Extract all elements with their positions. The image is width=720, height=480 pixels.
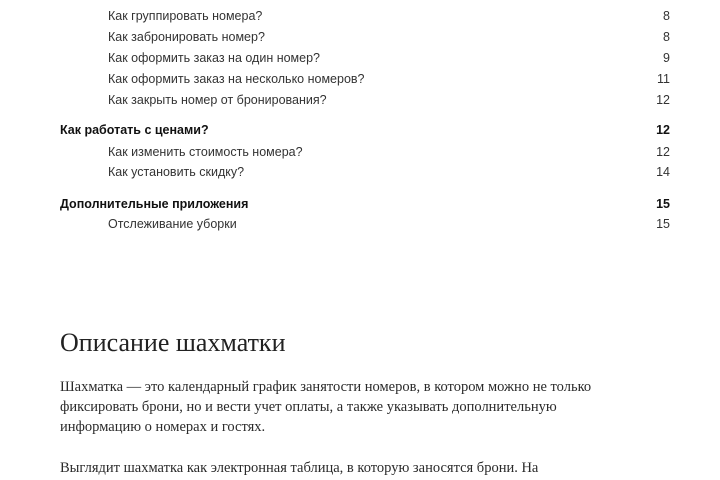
paragraph-line: фиксировать брони, но и вести учет оплаты, а также указывать дополнительную <box>60 399 557 415</box>
paragraph-line: Выглядит шахматка как электронная таблица, в которую заносятся брони. На <box>60 460 539 476</box>
body-paragraph <box>60 458 680 478</box>
toc-entry-label: Как забронировать номер? <box>108 30 265 44</box>
section-heading: Описание шахматки <box>60 328 286 357</box>
toc-entry-page: 14 <box>656 165 670 179</box>
paragraph-line: информацию о номерах и гостях. <box>60 419 266 435</box>
toc-section[interactable] <box>60 194 670 214</box>
body-paragraph <box>60 377 680 437</box>
toc-entry-label: Как оформить заказ на один номер? <box>108 51 321 65</box>
toc-section[interactable] <box>60 120 670 140</box>
toc-entry[interactable] <box>108 162 670 182</box>
toc-entry-page: 12 <box>656 93 670 107</box>
toc-section-label: Как работать с ценами? <box>60 123 209 137</box>
paragraph-line: Шахматка — это календарный график занятости номеров, в котором можно не только <box>60 379 592 395</box>
toc-entry-label: Как группировать номера? <box>108 9 263 23</box>
toc-entry[interactable] <box>108 48 670 68</box>
toc-entry-page: 11 <box>657 72 670 86</box>
toc-entry-label: Как оформить заказ на несколько номеров? <box>108 72 365 86</box>
toc-entry[interactable] <box>108 90 670 110</box>
toc-entry-page: 8 <box>663 9 670 23</box>
toc-entry-page: 15 <box>656 217 670 231</box>
toc-entry-page: 12 <box>656 145 670 159</box>
toc-section-page: 12 <box>656 123 670 137</box>
toc-section-label: Дополнительные приложения <box>60 197 249 211</box>
toc-entry-label: Как закрыть номер от бронирования? <box>108 93 327 107</box>
toc-entry-label: Отслеживание уборки <box>108 217 237 231</box>
toc-section-page: 15 <box>656 197 670 211</box>
toc-entry[interactable] <box>108 142 670 162</box>
toc-entry[interactable] <box>108 27 670 47</box>
toc-entry-label: Как изменить стоимость номера? <box>108 145 303 159</box>
toc-entry-page: 9 <box>663 51 670 65</box>
toc-entry-label: Как установить скидку? <box>108 165 245 179</box>
toc-entry-page: 8 <box>663 30 670 44</box>
toc-entry[interactable] <box>108 6 670 26</box>
toc-entry[interactable] <box>108 214 670 234</box>
toc-entry[interactable] <box>108 69 670 89</box>
